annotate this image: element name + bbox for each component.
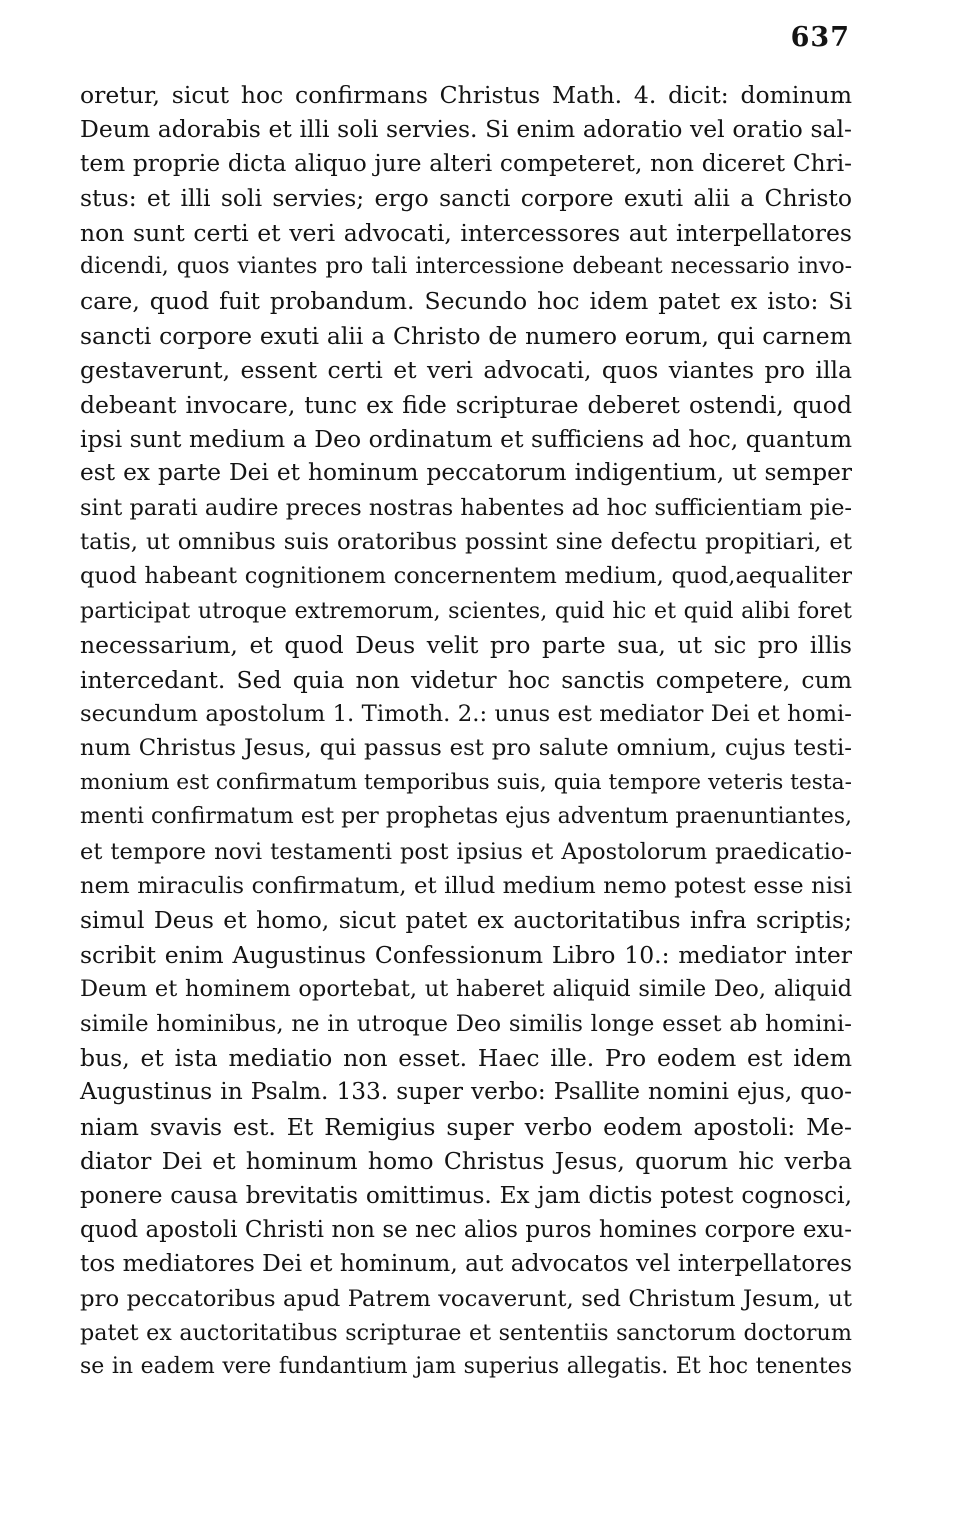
text-line: patet ex auctoritatibus scripturae et sententiis sanctorum doctorum: [80, 1320, 852, 1347]
text-line: pro peccatoribus apud Patrem vocaverunt, sed Christum Jesum, ut: [80, 1285, 852, 1312]
text-line: necessarium, et quod Deus velit pro parte sua, ut sic pro illis: [80, 631, 852, 660]
text-line: niam svavis est. Et Remigius super verbo eodem apostoli: Me-: [80, 1112, 852, 1141]
text-line: tos mediatores Dei et hominum, aut advocatos vel interpellatores: [80, 1250, 852, 1278]
text-line: sint parati audire preces nostras habentes ad hoc sufficientiam pie-: [80, 494, 852, 521]
text-line: oretur, sicut hoc confirmans Christus Math. 4. dicit: dominum: [80, 81, 852, 109]
text-line: menti confirmatum est per prophetas ejus adventum praenuntiantes,: [80, 804, 852, 830]
text-line: ipsi sunt medium a Deo ordinatum et sufficiens ad hoc, quantum: [80, 424, 852, 453]
text-line: sancti corpore exuti alii a Christo de numero eorum, qui carnem: [80, 321, 852, 350]
text-line: intercedant. Sed quia non videtur hoc sanctis competere, cum: [80, 665, 852, 694]
text-line: ponere causa brevitatis omittimus. Ex jam dictis potest cognosci,: [80, 1181, 852, 1209]
text-line: secundum apostolum 1. Timoth. 2.: unus est mediator Dei et homi-: [80, 701, 852, 728]
text-line: simile hominibus, ne in utroque Deo similis longe esset ab homini-: [80, 1010, 852, 1037]
text-line: et tempore novi testamenti post ipsius et Apostolorum praedicatio-: [80, 838, 852, 865]
text-line: care, quod fuit probandum. Secundo hoc idem patet ex isto: Si: [80, 287, 852, 316]
text-line: nem miraculis confirmatum, et illud medium nemo potest esse nisi: [80, 872, 852, 899]
text-line: tem proprie dicta aliquo jure alteri competeret, non diceret Chri-: [80, 149, 852, 177]
text-line: quod habeant cognitionem concernentem medium, quod,aequaliter: [80, 563, 852, 590]
text-line: dicendi, quos viantes pro tali intercessione debeant necessario invo-: [80, 253, 852, 279]
text-line: non sunt certi et veri advocati, intercessores aut interpellatores: [80, 218, 852, 247]
text-line: tatis, ut omnibus suis oratoribus possint sine defectu propitiari, et: [80, 529, 852, 556]
text-line: bus, et ista mediatio non esset. Haec ille. Pro eodem est idem: [80, 1043, 852, 1072]
text-line: est ex parte Dei et hominum peccatorum indigentium, ut semper: [80, 459, 852, 487]
text-line: quod apostoli Christi non se nec alios puros homines corpore exu-: [80, 1216, 852, 1243]
text-line: participat utroque extremorum, scientes, quid hic et quid alibi foret: [80, 597, 852, 624]
text-line: stus: et illi soli servies; ergo sancti corpore exuti alii a Christo: [80, 184, 852, 213]
text-line: se in eadem vere fundantium jam superius allegatis. Et hoc tenentes: [80, 1354, 852, 1380]
body-text: [80, 78, 852, 1385]
page-number: 637: [790, 22, 850, 53]
text-line: Augustinus in Psalm. 133. super verbo: Psallite nomini ejus, quo-: [80, 1078, 852, 1106]
text-line: gestaverunt, essent certi et veri advocati, quos viantes pro illa: [80, 356, 852, 385]
text-line: diator Dei et hominum homo Christus Jesus, quorum hic verba: [80, 1147, 852, 1176]
text-line: debeant invocare, tunc ex fide scripturae deberet ostendi, quod: [80, 390, 852, 419]
text-line: Deum et hominem oportebat, ut haberet aliquid simile Deo, aliquid: [80, 976, 852, 1003]
text-line: Deum adorabis et illi soli servies. Si enim adoratio vel oratio sal-: [80, 115, 852, 144]
text-line: monium est confirmatum temporibus suis, quia tempore veteris testa-: [80, 769, 852, 795]
text-line: num Christus Jesus, qui passus est pro salute omnium, cujus testi-: [80, 735, 852, 762]
text-line: scribit enim Augustinus Confessionum Libro 10.: mediator inter: [80, 940, 852, 969]
text-line: simul Deus et homo, sicut patet ex auctoritatibus infra scriptis;: [80, 906, 852, 935]
